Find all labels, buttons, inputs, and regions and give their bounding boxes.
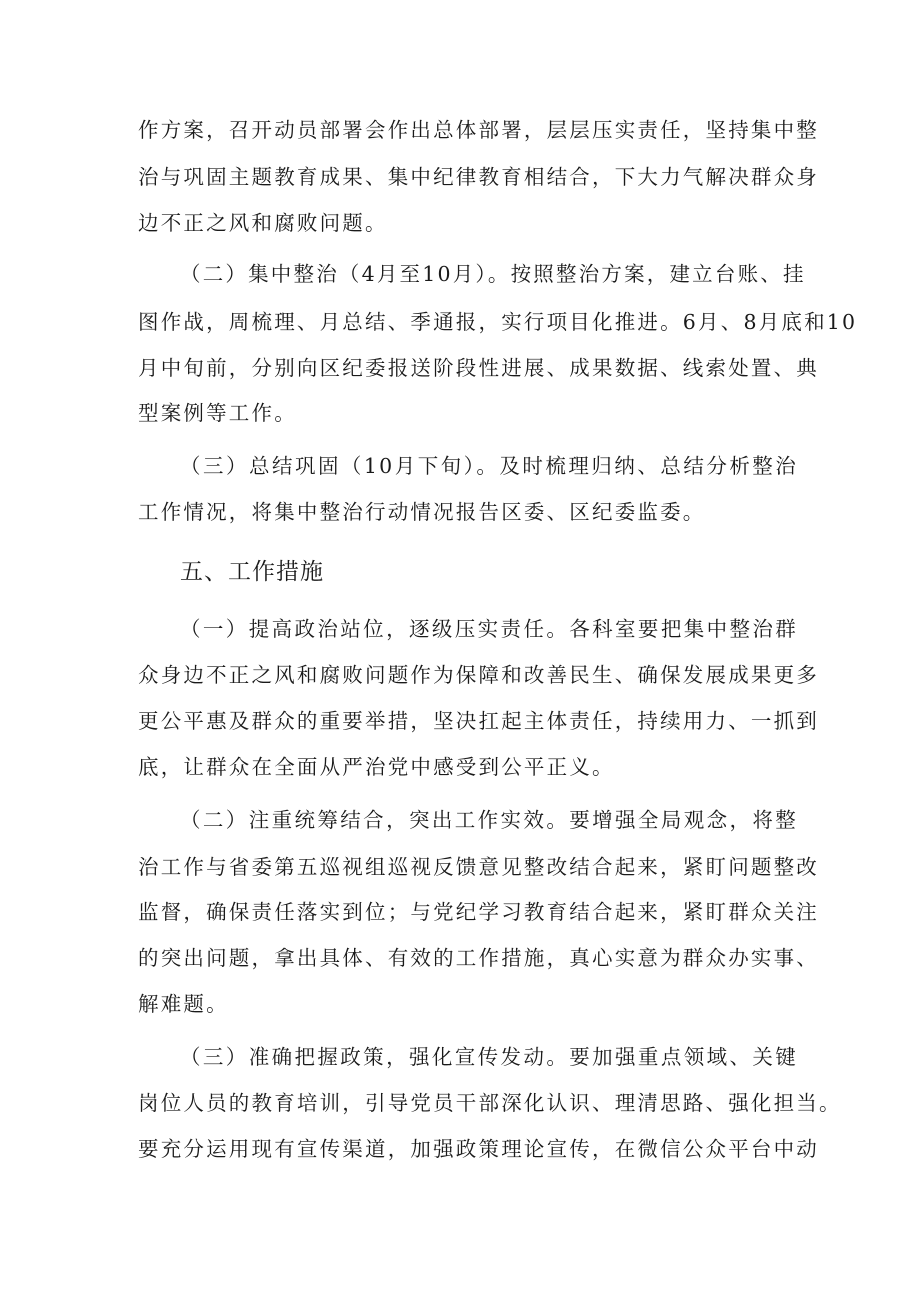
section-heading: 五、工作措施 [180,559,324,585]
p5-line-1: （二）注重统筹结合，突出工作实效。要增强全局观念，将整 [180,808,798,832]
p1-line-2: 治与巩固主题教育成果、集中纪律教育相结合，下大力气解决群众身 [138,165,819,189]
p1-line-1: 作方案，召开动员部署会作出总体部署，层层压实责任，坚持集中整 [138,118,819,142]
p4-line-2: 众身边不正之风和腐败问题作为保障和改善民生、确保发展成果更多 [138,663,819,687]
p4-line-3: 更公平惠及群众的重要举措，坚决扛起主体责任，持续用力、一抓到 [138,709,819,733]
p4-line-1: （一）提高政治站位，逐级压实责任。各科室要把集中整治群 [180,617,798,641]
p2-line-1: （二）集中整治（4月至10月）。按照整治方案，建立台账、挂 [180,262,806,286]
p4-line-4: 底，让群众在全面从严治党中感受到公平正义。 [138,755,615,779]
p5-line-2: 治工作与省委第五巡视组巡视反馈意见整改结合起来，紧盯问题整改 [138,855,819,879]
p5-line-3: 监督，确保责任落实到位；与党纪学习教育结合起来，紧盯群众关注 [138,900,819,924]
p6-line-3: 要充分运用现有宣传渠道，加强政策理论宣传，在微信公众平台中动 [138,1137,819,1161]
p3-line-2: 工作情况，将集中整治行动情况报告区委、区纪委监委。 [138,500,706,524]
p2-line-3: 月中旬前，分别向区纪委报送阶段性进展、成果数据、线索处置、典 [138,356,819,380]
p2-line-2: 图作战，周梳理、月总结、季通报，实行项目化推进。6月、8月底和10 [138,310,858,334]
p3-line-1: （三）总结巩固（10月下旬）。及时梳理归纳、总结分析整治 [180,454,798,478]
p6-line-1: （三）准确把握政策，强化宣传发动。要加强重点领域、关键 [180,1045,798,1069]
p2-line-4: 型案例等工作。 [138,401,297,425]
p5-line-5: 解难题。 [138,992,229,1016]
p5-line-4: 的突出问题，拿出具体、有效的工作措施，真心实意为群众办实事、 [138,946,819,970]
p1-line-3: 边不正之风和腐败问题。 [138,211,388,235]
p6-line-2: 岗位人员的教育培训，引导党员干部深化认识、理清思路、强化担当。 [138,1091,842,1115]
